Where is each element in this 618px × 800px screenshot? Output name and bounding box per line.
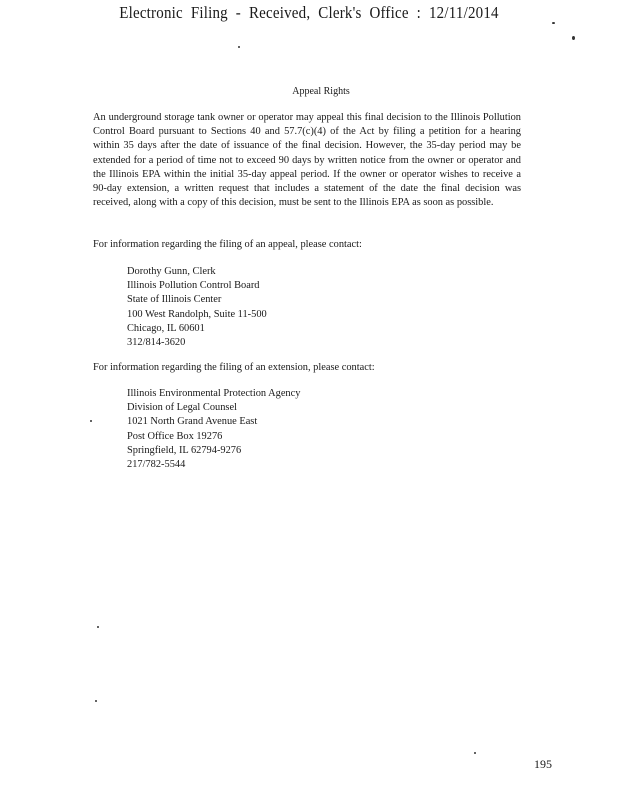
address-line: Dorothy Gunn, Clerk (127, 266, 216, 277)
page-title: Appeal Rights (292, 86, 350, 97)
address-line: 217/782-5544 (127, 459, 186, 471)
address-line: 1021 North Grand Avenue East (127, 416, 258, 428)
filing-stamp-header: Electronic Filing - Received, Clerk's Office : 12/11/2014 (119, 4, 499, 23)
scan-speck (238, 46, 240, 48)
page-number: 195 (534, 757, 552, 771)
address-line: Chicago, IL 60601 (127, 322, 205, 334)
scan-speck (97, 626, 99, 628)
scan-speck (95, 700, 97, 702)
address-line: Post Office Box 19276 (127, 430, 223, 442)
address-line: Division of Legal Counsel (127, 402, 237, 414)
scan-speck (474, 752, 476, 754)
scan-speck (572, 36, 575, 40)
appeal-rights-paragraph: An underground storage tank owner or operator may appeal this final decision to the Illinois Pollution Control Board pursuant to Sections 40 and 57.7(c)(4) of the Act by filing a petition for a hearing within 35 days after the date of issuance of the final decision. However, the 35-day period may be extended for a period of time not to exceed 90 days by written notice from the owner or operator and the Illinois EPA within the initial 35-day appeal period. If the owner or operator wishes to receive a 90-day extension, a written request that includes a statement of the date the final decision was received, along with a copy of this decision, must be sent to the Illinois EPA as soon as possible. (93, 112, 521, 209)
appeal-contact-intro: For information regarding the filing of an appeal, please contact: (93, 239, 362, 250)
address-line: Springfield, IL 62794-9276 (127, 444, 242, 456)
address-line: 312/814-3620 (127, 337, 186, 349)
address-line: Illinois Environmental Protection Agency (127, 388, 301, 399)
scan-speck (552, 22, 555, 24)
scan-speck (90, 420, 92, 422)
address-line: 100 West Randolph, Suite 11-500 (127, 308, 267, 320)
appeal-contact-address (127, 265, 267, 350)
extension-contact-intro: For information regarding the filing of an extension, please contact: (93, 362, 375, 373)
address-line: Illinois Pollution Control Board (127, 280, 260, 292)
extension-contact-address (127, 387, 300, 472)
address-line: State of Illinois Center (127, 294, 222, 306)
